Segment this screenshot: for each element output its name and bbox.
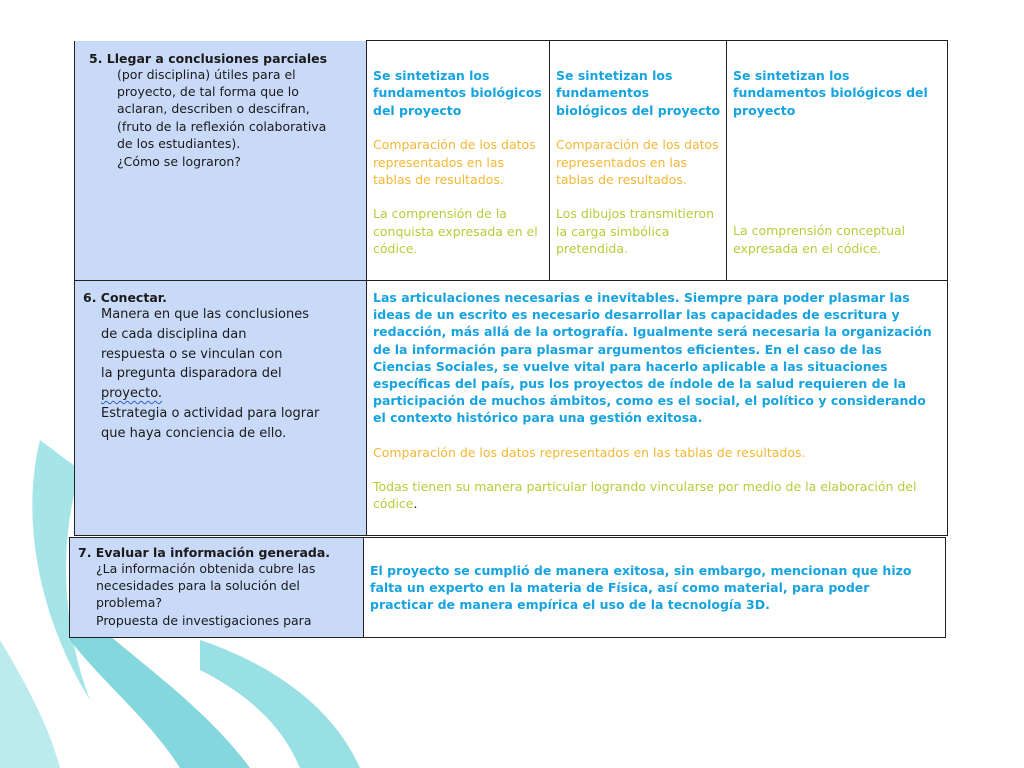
section-5-line: ¿Cómo se lograron? [117, 153, 241, 169]
section-7-title: 7. Evaluar la información generada. [78, 545, 331, 560]
section-6-final-paragraph [373, 478, 939, 512]
section-5-table [74, 40, 948, 281]
section-5-col-1 [367, 41, 550, 281]
column-heading: Se sintetizan los fundamentos biológicos del proyecto [733, 68, 928, 118]
column-note: La comprensión conceptual expresada en el códice. [733, 223, 906, 256]
section-7-label-cell [70, 538, 364, 638]
column-note: Los dibujos transmitieron la carga simbólica pretendida. [556, 206, 715, 257]
section-6-compare-paragraph: Comparación de los datos representados en las tablas de resultados. [373, 444, 806, 460]
section-7-line: ¿La información obtenida cubre las [96, 561, 316, 576]
section-6-label-cell [75, 281, 367, 535]
section-6-line: la pregunta disparadora del [101, 366, 282, 382]
section-7-answer: El proyecto se cumplió de manera exitosa, sin embargo, mencionan que hizo falta un experto en la materia de Física, así como material, para poder practicar de manera empírica el uso de la tecnología 3D. [370, 563, 912, 613]
section-7-line: necesidades para la solución del [96, 578, 300, 594]
final-paragraph-period: . [413, 496, 418, 512]
section-7-answer-cell [364, 538, 946, 638]
section-6-line: respuesta o se vinculan con [101, 346, 283, 362]
section-6-title: 6. Conectar. [83, 290, 167, 305]
section-6-main-paragraph: Las articulaciones necesarias e inevitables. Siempre para poder plasmar las ideas de un escrito es necesario desarrollar las capacidades de escritura y redacción, más allá de la ortografía. Igualmente será necesaria la organización de la información para plasmar argumentos eficientes. En el caso de las Ciencias Sociales, se vuelve vital para hacerlo aplicable a las situaciones específicas del país, pus los proyectos de índole de la salud requieren de la participación de muchos ámbitos, como es el social, el político y considerando el contexto histórico para una gestión exitosa. [373, 290, 932, 426]
section-7-line: Propuesta de investigaciones para [96, 612, 312, 628]
section-5-label-cell [75, 41, 367, 281]
section-5-line: (por disciplina) útiles para el [117, 66, 296, 82]
column-note: La comprensión de la conquista expresada en el códice. [373, 206, 538, 257]
section-5-line: aclaran, describen o descifran, [117, 101, 310, 117]
section-6-line: Manera en que las conclusiones [101, 307, 310, 322]
section-5-line: proyecto, de tal forma que lo [117, 83, 299, 99]
final-paragraph-text: Todas tienen su manera particular logrando vincularse por medio de la elaboración del códice [373, 478, 917, 512]
section-7-line: problema? [96, 595, 163, 611]
section-6-line: que haya conciencia de ello. [101, 425, 287, 441]
column-compare: Comparación de los datos representados en las tablas de resultados. [556, 137, 719, 188]
section-6-table [74, 281, 948, 536]
section-5-line: de los estudiantes). [117, 136, 241, 152]
section-6-line: proyecto. [101, 386, 163, 402]
section-5-col-2 [550, 41, 727, 281]
section-6-line: de cada disciplina dan [101, 326, 247, 342]
section-5-title: 5. Llegar a conclusiones parciales [89, 50, 328, 66]
column-heading: Se sintetizan los fundamentos biológicos del proyecto [556, 68, 721, 118]
section-6-content-cell [367, 281, 948, 535]
section-7-table [69, 537, 946, 638]
section-5-col-3 [727, 41, 948, 281]
column-heading: Se sintetizan los fundamentos biológicos del proyecto [373, 68, 542, 118]
column-compare: Comparación de los datos representados en las tablas de resultados. [373, 137, 536, 188]
section-6-line: Estrategia o actividad para lograr [101, 405, 320, 421]
section-5-line: (fruto de la reflexión colaborativa [117, 118, 327, 134]
